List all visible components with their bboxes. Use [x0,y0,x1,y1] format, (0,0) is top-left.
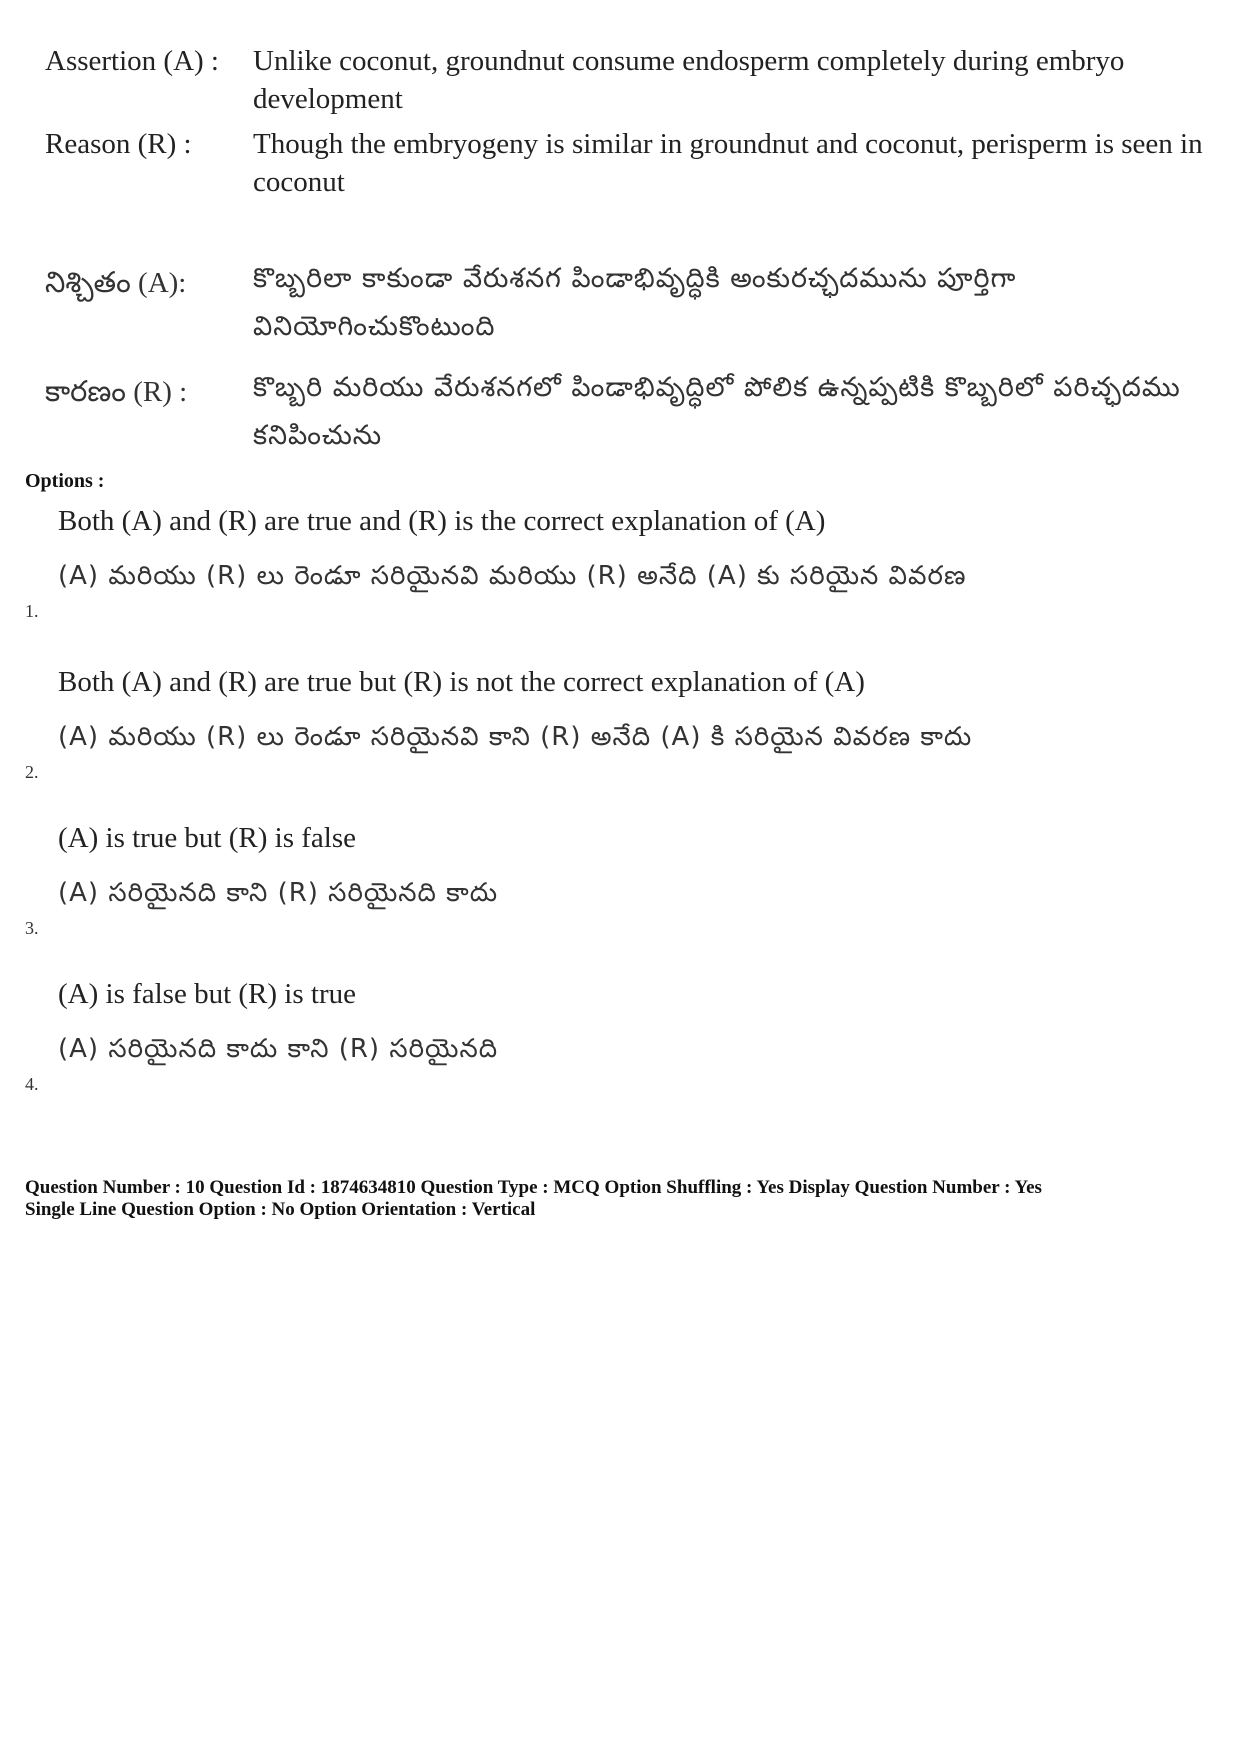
option-1[interactable] [0,505,1200,635]
option-1-telugu: (A) మరియు (R) లు రెండూ సరియైనవి మరియు (R) అనేది (A) కు సరియైన వివరణ [58,561,967,591]
reason-te-row [45,364,1181,460]
assertion-te-row [45,255,1175,351]
metadata-line-2: Single Line Question Option : No Option Orientation : Vertical [25,1199,536,1220]
option-4[interactable] [0,978,1200,1108]
option-1-english: Both (A) and (R) are true and (R) is the correct explanation of (A) [58,505,826,537]
question-metadata [25,1177,1215,1221]
assertion-row [45,42,1175,122]
assertion-te-text: కొబ్బరిలా కాకుండా వేరుశనగ పిండాభివృద్ధికి అంకురచ్ఛదమును పూర్తిగా వినియోగించుకొంటుంది [253,263,1017,342]
option-2-telugu: (A) మరియు (R) లు రెండూ సరియైనవి కాని (R) అనేది (A) కి సరియైన వివరణ కాదు [58,722,973,752]
reason-text: Though the embryogeny is similar in groundnut and coconut, perisperm is seen in coconut [253,128,1203,198]
assertion-te-label: నిశ్చితం (A): [45,267,187,299]
option-4-number: 4. [25,1074,39,1094]
option-3-telugu: (A) సరియైనది కాని (R) సరియైనది కాదు [58,878,499,908]
options-heading: Options : [25,470,105,492]
reason-row [45,125,1203,205]
reason-te-text: కొబ్బరి మరియు వేరుశనగలో పిండాభివృద్ధిలో పోలిక ఉన్నప్పటికి కొబ్బరిలో పరిచ్ఛదము కనిపించును [253,372,1181,451]
assertion-label: Assertion (A) : [45,45,219,77]
option-3[interactable] [0,822,1200,952]
reason-te-label: కారణం (R) : [45,376,188,408]
option-3-number: 3. [25,918,39,938]
reason-label: Reason (R) : [45,128,192,160]
option-1-number: 1. [25,601,39,621]
metadata-line-1: Question Number : 10 Question Id : 1874634810 Question Type : MCQ Option Shuffling : Yes Display Question Number : Yes [25,1177,1042,1198]
option-4-telugu: (A) సరియైనది కాదు కాని (R) సరియైనది [58,1034,499,1064]
option-3-english: (A) is true but (R) is false [58,822,356,854]
option-2-english: Both (A) and (R) are true but (R) is not the correct explanation of (A) [58,666,865,698]
option-4-english: (A) is false but (R) is true [58,978,356,1010]
option-2[interactable] [0,666,1200,796]
assertion-text: Unlike coconut, groundnut consume endosperm completely during embryo development [253,45,1125,115]
option-2-number: 2. [25,762,39,782]
